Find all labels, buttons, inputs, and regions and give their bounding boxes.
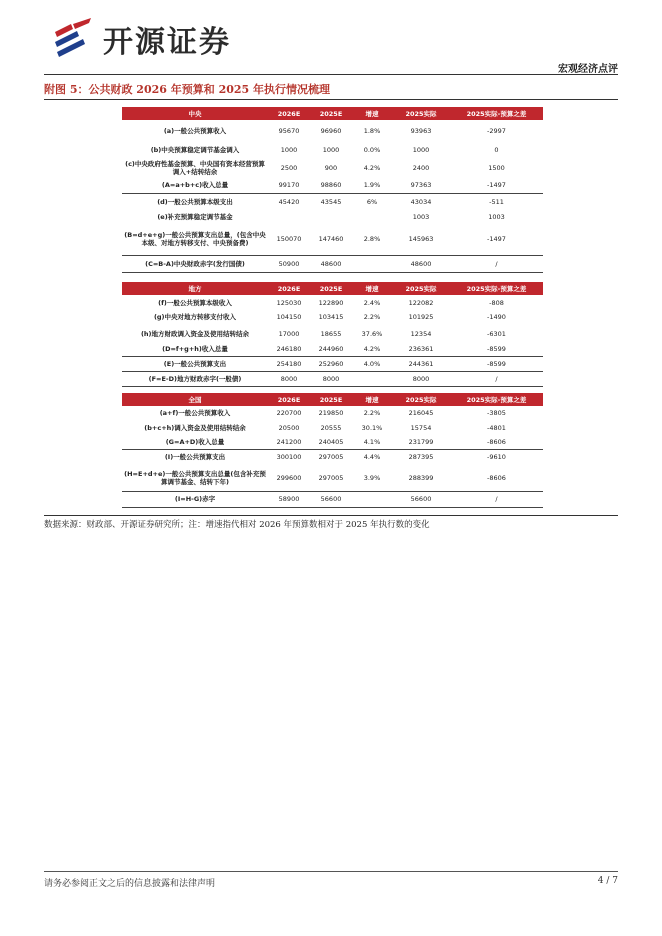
- cell: 20555: [320, 424, 342, 432]
- row-label: (g)中央对地方转移支付收入: [153, 313, 237, 321]
- cell: /: [450, 371, 543, 386]
- table-row: [122, 223, 543, 255]
- row-label: (H=E+d+e)一般公共预算支出总量(包含补充预算调节基金、结转下年): [122, 465, 268, 491]
- column-header: 2025实际-预算之差: [450, 107, 543, 120]
- column-header: 2025实际: [392, 393, 450, 406]
- cell: 150070: [268, 223, 310, 255]
- footer-divider: [44, 871, 618, 872]
- table-row: [122, 343, 543, 356]
- cell: -1497: [450, 178, 543, 193]
- row-label: (F=E-D)地方财政赤字(一般债): [122, 371, 268, 386]
- cell: 1000: [412, 146, 430, 154]
- cell: 147460: [310, 223, 352, 255]
- row-label: (e)补充预算稳定调节基金: [157, 212, 233, 221]
- cell: 220700: [276, 409, 302, 417]
- cell: 2400: [412, 164, 430, 172]
- table-row: [122, 491, 543, 507]
- cell: 98860: [310, 178, 352, 193]
- cell: 122890: [318, 298, 344, 307]
- table-row: [122, 193, 543, 210]
- page-number: 4 / 7: [597, 876, 618, 886]
- table-row: [122, 371, 543, 386]
- column-header: 2026E: [268, 107, 310, 120]
- cell: 1003: [488, 212, 505, 221]
- cell: 1500: [488, 164, 505, 172]
- row-label: (a)一般公共预算收入: [163, 127, 227, 135]
- cell: 241200: [268, 436, 310, 449]
- row-label: (a+f)一般公共预算收入: [159, 409, 231, 417]
- cell: 43034: [410, 197, 432, 206]
- table-row: [122, 295, 543, 310]
- table-name: 地方: [122, 282, 268, 295]
- cell: 103415: [318, 313, 344, 321]
- cell: 104150: [276, 313, 302, 321]
- cell: 4.2%: [363, 164, 381, 172]
- logo-icon: [51, 18, 97, 60]
- cell: 244960: [310, 343, 352, 356]
- table-row: [122, 178, 543, 193]
- table-row: [122, 255, 543, 272]
- cell: 2.2%: [363, 313, 381, 321]
- cell: 48600: [310, 255, 352, 272]
- column-header: 2025E: [310, 282, 352, 295]
- cell: 3.9%: [352, 465, 392, 491]
- row-label: (h)地方财政调入资金及使用结转结余: [140, 329, 250, 338]
- cell: -3805: [487, 409, 506, 417]
- column-header: 增速: [352, 107, 392, 120]
- figure-title-divider: [44, 99, 618, 100]
- figure-title: 附图 5：公共财政 2026 年预算和 2025 年执行情况梳理: [44, 83, 331, 96]
- cell: 50900: [268, 255, 310, 272]
- cell: 231799: [392, 436, 450, 449]
- cell: 297005: [318, 453, 344, 462]
- cell: 288399: [392, 465, 450, 491]
- cell: [352, 491, 392, 507]
- cell: -8606: [450, 436, 543, 449]
- cell: 254180: [268, 356, 310, 371]
- table-row: [122, 158, 543, 178]
- cell: -1490: [487, 313, 506, 321]
- table-row: [122, 465, 543, 491]
- table-row: [122, 420, 543, 436]
- cell: 299600: [268, 465, 310, 491]
- cell: 12354: [410, 329, 432, 338]
- footer-disclaimer: 请务必参阅正文之后的信息披露和法律声明: [44, 879, 216, 889]
- cell: [352, 210, 392, 223]
- cell: 43545: [320, 197, 342, 206]
- column-header: 2025实际-预算之差: [450, 282, 543, 295]
- cell: 99170: [268, 178, 310, 193]
- cell: 48600: [392, 255, 450, 272]
- row-label: (c)中央政府性基金预算、中央国有资本经营预算调入+结转结余: [125, 160, 265, 176]
- cell: 58900: [268, 491, 310, 507]
- cell: 2500: [280, 164, 298, 172]
- report-type: 宏观经济点评: [558, 64, 618, 75]
- cell: 252960: [310, 356, 352, 371]
- local-table: [122, 282, 543, 387]
- cell: -1497: [450, 223, 543, 255]
- column-header: 2025E: [310, 107, 352, 120]
- cell: [352, 371, 392, 386]
- cell: 8000: [268, 371, 310, 386]
- table-row: [122, 310, 543, 324]
- cell: 1003: [412, 212, 430, 221]
- row-label: (B=d+e+g)一般公共预算支出总量，(包含中央本级、对地方转移支付、中央预备费): [122, 223, 268, 255]
- header-divider: [44, 74, 618, 75]
- table-name: 中央: [122, 107, 268, 120]
- table-row: [122, 120, 543, 142]
- cell: 125030: [276, 298, 302, 307]
- cell: 18655: [320, 329, 342, 338]
- cell: 95670: [278, 127, 300, 135]
- cell: 219850: [318, 409, 344, 417]
- table-row: [122, 436, 543, 449]
- cell: -8606: [450, 465, 543, 491]
- cell: 97363: [392, 178, 450, 193]
- cell: [352, 255, 392, 272]
- cell: [310, 210, 352, 223]
- cell: /: [450, 491, 543, 507]
- source-divider: [44, 515, 618, 516]
- table-header-row: [122, 393, 543, 406]
- row-label: (d)一般公共预算本级支出: [157, 197, 233, 206]
- cell: -8599: [450, 356, 543, 371]
- cell: 287395: [408, 453, 434, 462]
- cell: 0.0%: [363, 146, 381, 154]
- table-row: [122, 406, 543, 420]
- row-label: (I=H-G)赤字: [122, 491, 268, 507]
- cell: 96960: [320, 127, 342, 135]
- row-label: (I)一般公共预算支出: [164, 453, 226, 462]
- cell: 30.1%: [361, 424, 383, 432]
- column-header: 2025实际: [392, 282, 450, 295]
- cell: 6%: [366, 197, 378, 206]
- cell: 4.4%: [363, 453, 381, 462]
- cell: 37.6%: [361, 329, 383, 338]
- cell: 1.9%: [352, 178, 392, 193]
- cell: 244361: [392, 356, 450, 371]
- cell: 4.1%: [352, 436, 392, 449]
- cell: 1000: [322, 146, 340, 154]
- cell: 45420: [278, 197, 300, 206]
- table-header-row: [122, 282, 543, 295]
- cell: 297005: [310, 465, 352, 491]
- cell: 216045: [408, 409, 434, 417]
- cell: 2.4%: [363, 298, 381, 307]
- cell: [268, 210, 310, 223]
- cell: 2.8%: [352, 223, 392, 255]
- cell: -511: [489, 197, 504, 206]
- cell: 1.8%: [363, 127, 381, 135]
- cell: -8599: [450, 343, 543, 356]
- column-header: 2026E: [268, 393, 310, 406]
- cell: /: [450, 255, 543, 272]
- cell: 145963: [392, 223, 450, 255]
- table-row: [122, 449, 543, 465]
- column-header: 增速: [352, 393, 392, 406]
- cell: 8000: [392, 371, 450, 386]
- cell: -9610: [487, 453, 506, 462]
- company-name: 开源证券: [103, 25, 231, 60]
- table-header-row: [122, 107, 543, 120]
- cell: 2.2%: [363, 409, 381, 417]
- table-name: 全国: [122, 393, 268, 406]
- cell: -2997: [487, 127, 506, 135]
- central-table: [122, 107, 543, 273]
- cell: 300100: [276, 453, 302, 462]
- cell: 900: [324, 164, 338, 172]
- cell: -4801: [487, 424, 506, 432]
- row-label: (C=B-A)中央财政赤字(发行国债): [122, 255, 268, 272]
- table-row: [122, 356, 543, 371]
- cell: 1000: [280, 146, 298, 154]
- column-header: 2025E: [310, 393, 352, 406]
- cell: 20500: [278, 424, 300, 432]
- cell: 240405: [310, 436, 352, 449]
- cell: 4.0%: [352, 356, 392, 371]
- cell: 0: [494, 146, 499, 154]
- column-header: 2026E: [268, 282, 310, 295]
- table-row: [122, 324, 543, 343]
- table-row: [122, 142, 543, 158]
- cell: 15754: [410, 424, 432, 432]
- row-label: (b)中央预算稳定调节基金调入: [150, 146, 240, 154]
- row-label: (E)一般公共预算支出: [122, 356, 268, 371]
- row-label: (D=f+g+h)收入总量: [122, 343, 268, 356]
- column-header: 2025实际-预算之差: [450, 393, 543, 406]
- source-note: 数据来源：财政部、开源证券研究所；注：增速指代相对 2026 年预算数相对于 2025 年执行数的变化: [44, 520, 430, 530]
- table-row: [122, 210, 543, 223]
- cell: -6301: [487, 329, 506, 338]
- row-label: (A=a+b+c)收入总量: [122, 178, 268, 193]
- cell: 93963: [410, 127, 432, 135]
- cell: -808: [489, 298, 504, 307]
- cell: 56600: [392, 491, 450, 507]
- company-logo: [51, 18, 231, 60]
- column-header: 增速: [352, 282, 392, 295]
- cell: 101925: [408, 313, 434, 321]
- cell: 122082: [408, 298, 434, 307]
- cell: 236361: [392, 343, 450, 356]
- cell: 17000: [278, 329, 300, 338]
- row-label: (b+c+h)调入资金及使用结转结余: [144, 424, 246, 432]
- column-header: 2025实际: [392, 107, 450, 120]
- cell: 246180: [268, 343, 310, 356]
- row-label: (f)一般公共预算本级收入: [158, 298, 232, 307]
- national-table: [122, 393, 543, 508]
- cell: 56600: [310, 491, 352, 507]
- cell: 4.2%: [352, 343, 392, 356]
- cell: 8000: [310, 371, 352, 386]
- row-label: (G=A+D)收入总量: [122, 436, 268, 449]
